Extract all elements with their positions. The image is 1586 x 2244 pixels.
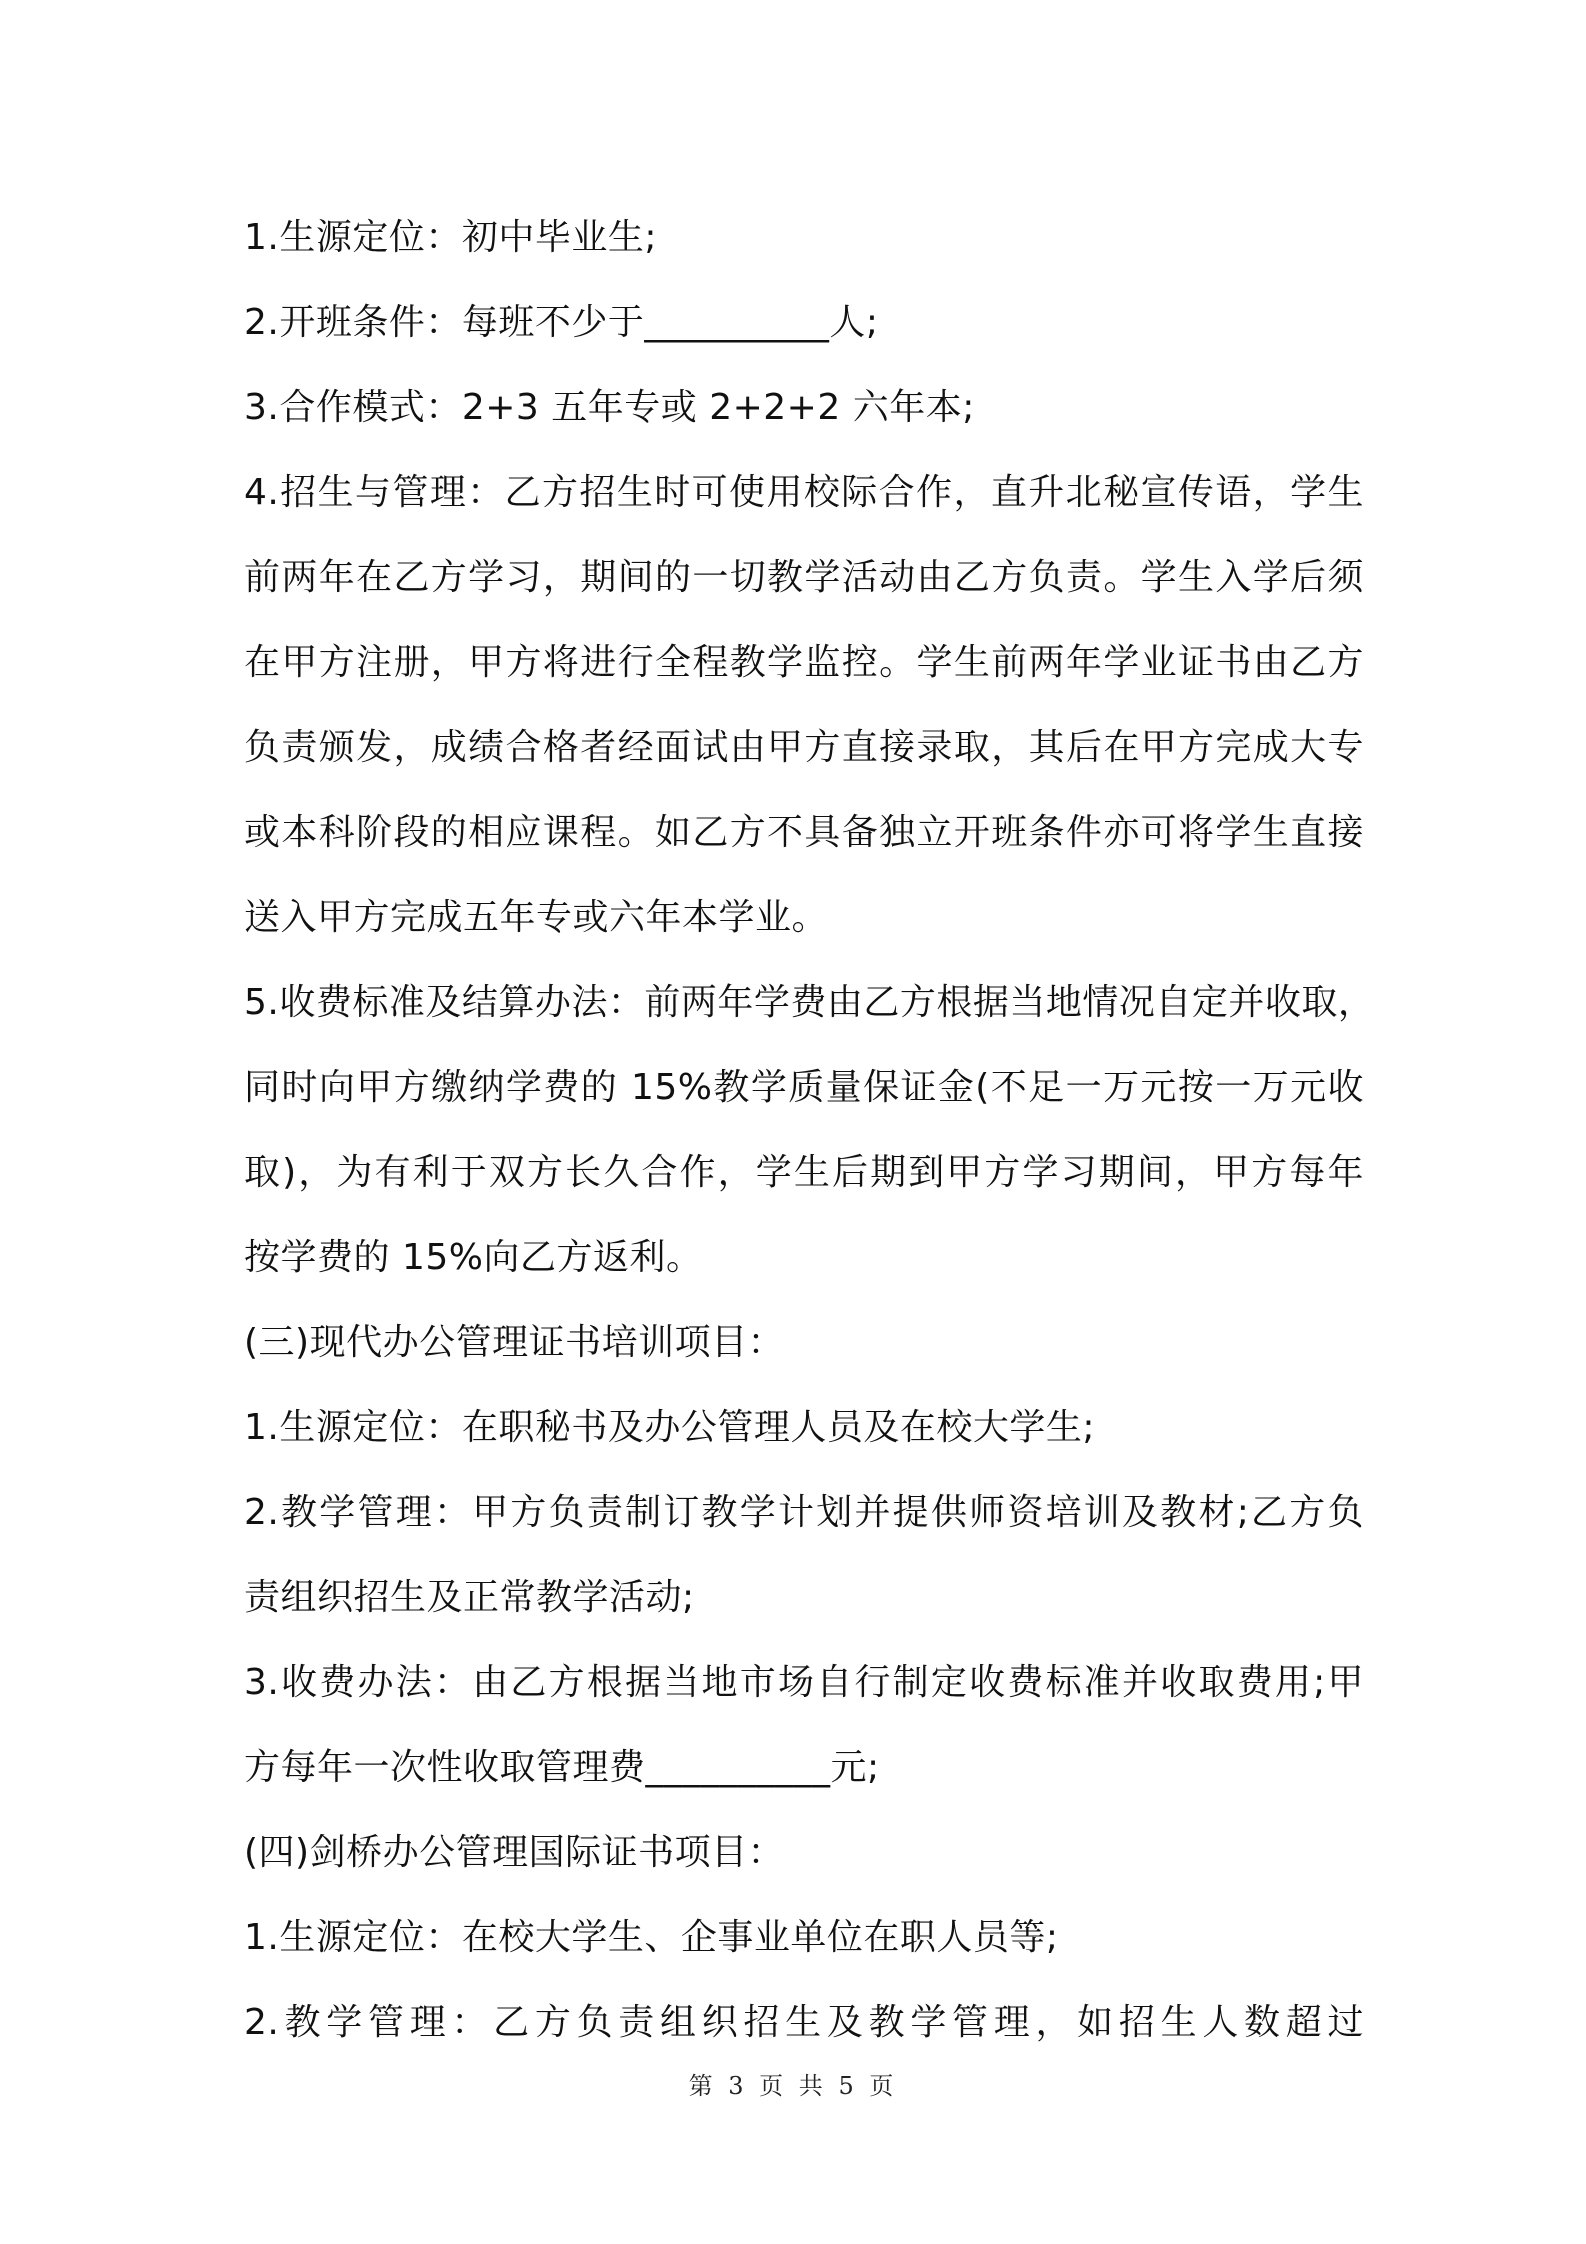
text-line: 5.收费标准及结算办法：前两年学费由乙方根据当地情况自定并收取， bbox=[244, 982, 1375, 1023]
text-line: 负责颁发，成绩合格者经面试由甲方直接录取，其后在甲方完成大专 bbox=[244, 727, 1364, 768]
text-line: 或本科阶段的相应课程。如乙方不具备独立开班条件亦可将学生直接 bbox=[244, 812, 1364, 853]
text-line: 4.招生与管理：乙方招生时可使用校际合作，直升北秘宣传语，学生 bbox=[244, 472, 1364, 513]
text-line: 按学费的 15%向乙方返利。 bbox=[244, 1237, 703, 1278]
text-line: 2.教学管理：甲方负责制订教学计划并提供师资培训及教材;乙方负 bbox=[244, 1492, 1364, 1533]
page-number-footer: 第 3 页 共 5 页 bbox=[688, 2072, 898, 2100]
section-heading: (四)剑桥办公管理国际证书项目： bbox=[244, 1832, 785, 1873]
text-line: 取)，为有利于双方长久合作，学生后期到甲方学习期间，甲方每年 bbox=[244, 1152, 1364, 1193]
document-body bbox=[244, 195, 1375, 2065]
text-line: 2.开班条件：每班不少于__________人; bbox=[244, 302, 879, 343]
text-line: 3.收费办法：由乙方根据当地市场自行制定收费标准并收取费用;甲 bbox=[244, 1662, 1364, 1703]
text-line: 在甲方注册，甲方将进行全程教学监控。学生前两年学业证书由乙方 bbox=[244, 642, 1364, 683]
text-line: 2.教学管理：乙方负责组织招生及教学管理，如招生人数超过 bbox=[244, 2002, 1364, 2043]
text-line: 1.生源定位：初中毕业生; bbox=[244, 217, 657, 258]
text-line: 前两年在乙方学习，期间的一切教学活动由乙方负责。学生入学后须 bbox=[244, 557, 1364, 598]
text-line: 送入甲方完成五年专或六年本学业。 bbox=[244, 897, 829, 938]
text-line: 同时向甲方缴纳学费的 15%教学质量保证金(不足一万元按一万元收 bbox=[244, 1067, 1364, 1108]
section-heading: (三)现代办公管理证书培训项目： bbox=[244, 1322, 785, 1363]
text-line: 3.合作模式：2+3 五年专或 2+2+2 六年本; bbox=[244, 387, 975, 428]
text-line: 1.生源定位：在职秘书及办公管理人员及在校大学生; bbox=[244, 1407, 1095, 1448]
text-line: 责组织招生及正常教学活动; bbox=[244, 1577, 695, 1618]
text-line: 1.生源定位：在校大学生、企事业单位在职人员等; bbox=[244, 1917, 1059, 1958]
text-line: 方每年一次性收取管理费__________元; bbox=[244, 1747, 880, 1788]
